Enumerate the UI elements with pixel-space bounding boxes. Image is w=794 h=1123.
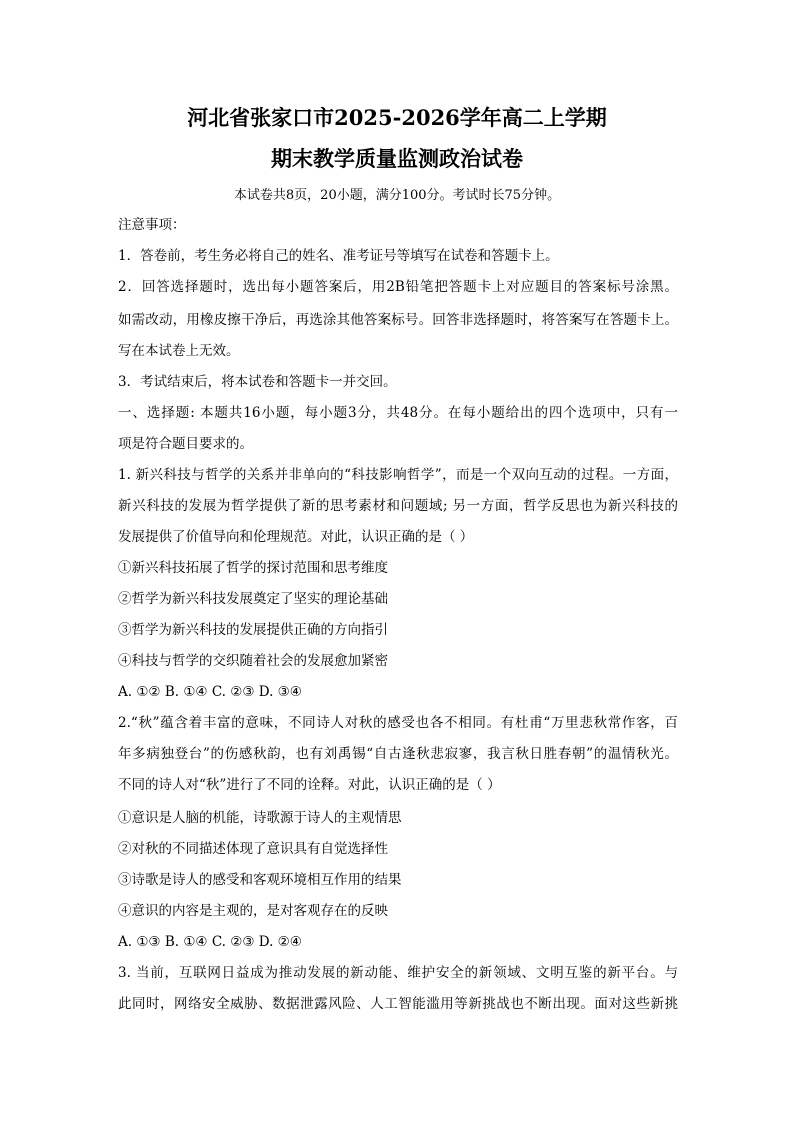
question-3-stem: 此同时，网络安全威胁、数据泄露风险、人工智能滥用等新挑战也不断出现。面对这些新挑 — [118, 996, 678, 1012]
question-1-options: A. ①② B. ①④ C. ②③ D. ③④ — [118, 684, 302, 700]
exam-title-line2: 期末教学质量监测政治试卷 — [271, 146, 523, 171]
question-2-statement: ①意识是人脑的机能，诗歌源于诗人的主观情思 — [118, 810, 402, 826]
notice-item: 2．回答选择题时，选出每小题答案后，用2B铅笔把答题卡上对应题目的答案标号涂黑。 — [118, 279, 678, 295]
question-1-statement: ④科技与哲学的交织随着社会的发展愈加紧密 — [118, 653, 388, 669]
question-1-statement: ②哲学为新兴科技发展奠定了坚实的理论基础 — [118, 591, 388, 607]
question-2-statement: ④意识的内容是主观的，是对客观存在的反映 — [118, 903, 388, 919]
notice-heading: 注意事项： — [118, 217, 186, 233]
exam-info: 本试卷共8页，20小题，满分100分。考试时长75分钟。 — [233, 188, 561, 203]
exam-title-line1: 河北省张家口市2025-2026学年高二上学期 — [187, 105, 607, 130]
question-2-statement: ③诗歌是诗人的感受和客观环境相互作用的结果 — [118, 872, 402, 888]
notice-item: 1．答卷前，考生务必将自己的姓名、准考证号等填写在试卷和答题卡上。 — [118, 248, 559, 264]
question-3-stem: 3. 当前，互联网日益成为推动发展的新动能、维护安全的新领域、文明互鉴的新平台。与 — [118, 965, 678, 981]
notice-item: 写在本试卷上无效。 — [118, 343, 240, 359]
section-heading: 一、选择题: 本题共16小题，每小题3分，共48分。在每小题给出的四个选项中，只有一 — [118, 405, 678, 421]
question-2-options: A. ①③ B. ①④ C. ②③ D. ②④ — [118, 934, 302, 950]
notice-item: 如需改动，用橡皮擦干净后，再选涂其他答案标号。回答非选择题时，将答案写在答题卡上。 — [118, 312, 678, 328]
notice-item: 3．考试结束后，将本试卷和答题卡一并交回。 — [118, 374, 397, 390]
question-1-statement: ①新兴科技拓展了哲学的探讨范围和思考维度 — [118, 560, 388, 576]
question-2-stem: 不同的诗人对“秋”进行了不同的诠释。对此，认识正确的是（ ） — [118, 777, 501, 793]
question-1-stem: 1. 新兴科技与哲学的关系并非单向的“科技影响哲学”，而是一个双向互动的过程。一方面， — [118, 467, 678, 483]
question-2-statement: ②对秋的不同描述体现了意识具有自觉选择性 — [118, 841, 388, 857]
question-1-stem: 发展提供了价值导向和伦理规范。对此，认识正确的是（ ） — [118, 529, 474, 545]
question-1-stem: 新兴科技的发展为哲学提供了新的思考素材和问题域; 另一方面，哲学反思也为新兴科技的 — [118, 498, 678, 514]
question-2-stem: 2.“秋”蕴含着丰富的意味，不同诗人对秋的感受也各不相同。有杜甫“万里悲秋常作客，百 — [118, 715, 678, 731]
section-heading-cont: 项是符合题目要求的。 — [118, 436, 253, 452]
question-1-statement: ③哲学为新兴科技的发展提供正确的方向指引 — [118, 622, 388, 638]
question-2-stem: 年多病独登台”的伤感秋韵，也有刘禹锡“自古逢秋悲寂寥，我言秋日胜春朝”的温情秋光。 — [118, 746, 678, 762]
